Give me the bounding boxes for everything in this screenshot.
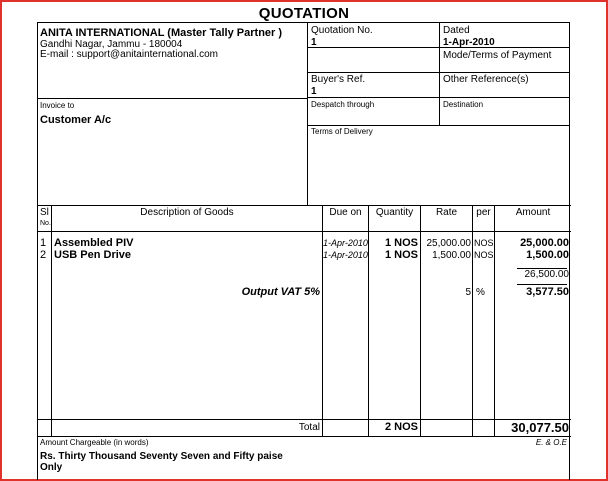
tax-label: Output VAT 5% [241, 286, 320, 298]
despatch-through-label: Despatch through [311, 100, 375, 109]
subtotal-rule-lower [517, 284, 567, 285]
item-due-on: 1-Apr-2010 [323, 238, 368, 248]
tax-amount: 3,577.50 [526, 286, 569, 298]
amount-in-words-label: Amount Chargeable (in words) [40, 438, 149, 447]
document-title: QUOTATION [258, 5, 350, 22]
item-description: USB Pen Drive [54, 249, 132, 261]
total-row-bottom-line [38, 436, 571, 437]
header-per: per [476, 207, 491, 218]
header-row-line [307, 72, 570, 73]
quotation-no-value: 1 [311, 37, 317, 48]
terms-of-delivery-label: Terms of Delivery [311, 127, 373, 136]
seller-address: Gandhi Nagar, Jammu - 180004 [40, 39, 183, 50]
header-due-on: Due on [329, 207, 362, 218]
quotation-no-label: Quotation No. [311, 25, 373, 36]
item-quantity: 1 NOS [384, 237, 418, 249]
col-divider-sl [51, 205, 52, 436]
item-description: Assembled PIV [54, 237, 134, 249]
buyers-ref-label: Buyer's Ref. [311, 74, 366, 85]
item-quantity: 1 NOS [384, 249, 418, 261]
item-amount: 1,500.00 [526, 249, 569, 261]
destination-label: Destination [443, 100, 484, 109]
amount-in-words-only: Only [40, 462, 63, 473]
amount-in-words: Rs. Thirty Thousand Seventy Seven and Fifty paise [40, 451, 283, 462]
table-header-bottom-line [38, 231, 571, 232]
dated-label: Dated [443, 25, 470, 36]
item-per: NOS [474, 250, 494, 260]
item-rate: 25,000.00 [426, 238, 471, 249]
dated-value: 1-Apr-2010 [443, 37, 495, 48]
buyers-ref-value: 1 [311, 86, 317, 97]
total-row-top-line [38, 419, 571, 420]
item-sl: 2 [40, 249, 47, 261]
total-quantity: 2 NOS [384, 421, 418, 433]
item-due-on: 1-Apr-2010 [323, 250, 368, 260]
item-rate: 1,500.00 [432, 250, 471, 261]
seller-email: E-mail : support@anitainternational.com [40, 49, 219, 60]
tax-rate: 5 [465, 287, 471, 298]
header-bottom-line [38, 205, 571, 206]
buyer-name: Customer A/c [40, 114, 112, 126]
header-row-line [307, 97, 570, 98]
header-divider-vertical [307, 23, 308, 205]
tax-per: % [476, 287, 485, 298]
total-amount: 30,077.50 [511, 420, 569, 435]
header-row-line [307, 125, 570, 126]
col-divider-rate [472, 205, 473, 436]
subtotal-amount: 26,500.00 [524, 269, 569, 280]
item-sl: 1 [40, 237, 47, 249]
header-description: Description of Goods [140, 207, 234, 218]
item-per: NOS [474, 238, 494, 248]
header-rate: Rate [435, 207, 458, 218]
item-amount: 25,000.00 [520, 237, 569, 249]
mode-terms-label: Mode/Terms of Payment [443, 50, 552, 61]
header-amount: Amount [515, 207, 551, 218]
header-divider-vertical-right [439, 23, 440, 125]
header-sl-no: No. [40, 220, 51, 227]
header-quantity: Quantity [375, 207, 414, 218]
header-sl: Sl [40, 207, 49, 218]
invoice-to-label: Invoice to [40, 101, 75, 110]
seller-name: ANITA INTERNATIONAL (Master Tally Partner ) [40, 27, 283, 39]
seller-bottom-line [38, 98, 307, 99]
header-row-line [307, 47, 570, 48]
quotation-document [37, 22, 570, 480]
eoe-note: E. & O.E [535, 438, 567, 447]
other-reference-label: Other Reference(s) [443, 74, 529, 85]
total-label: Total [298, 422, 320, 433]
